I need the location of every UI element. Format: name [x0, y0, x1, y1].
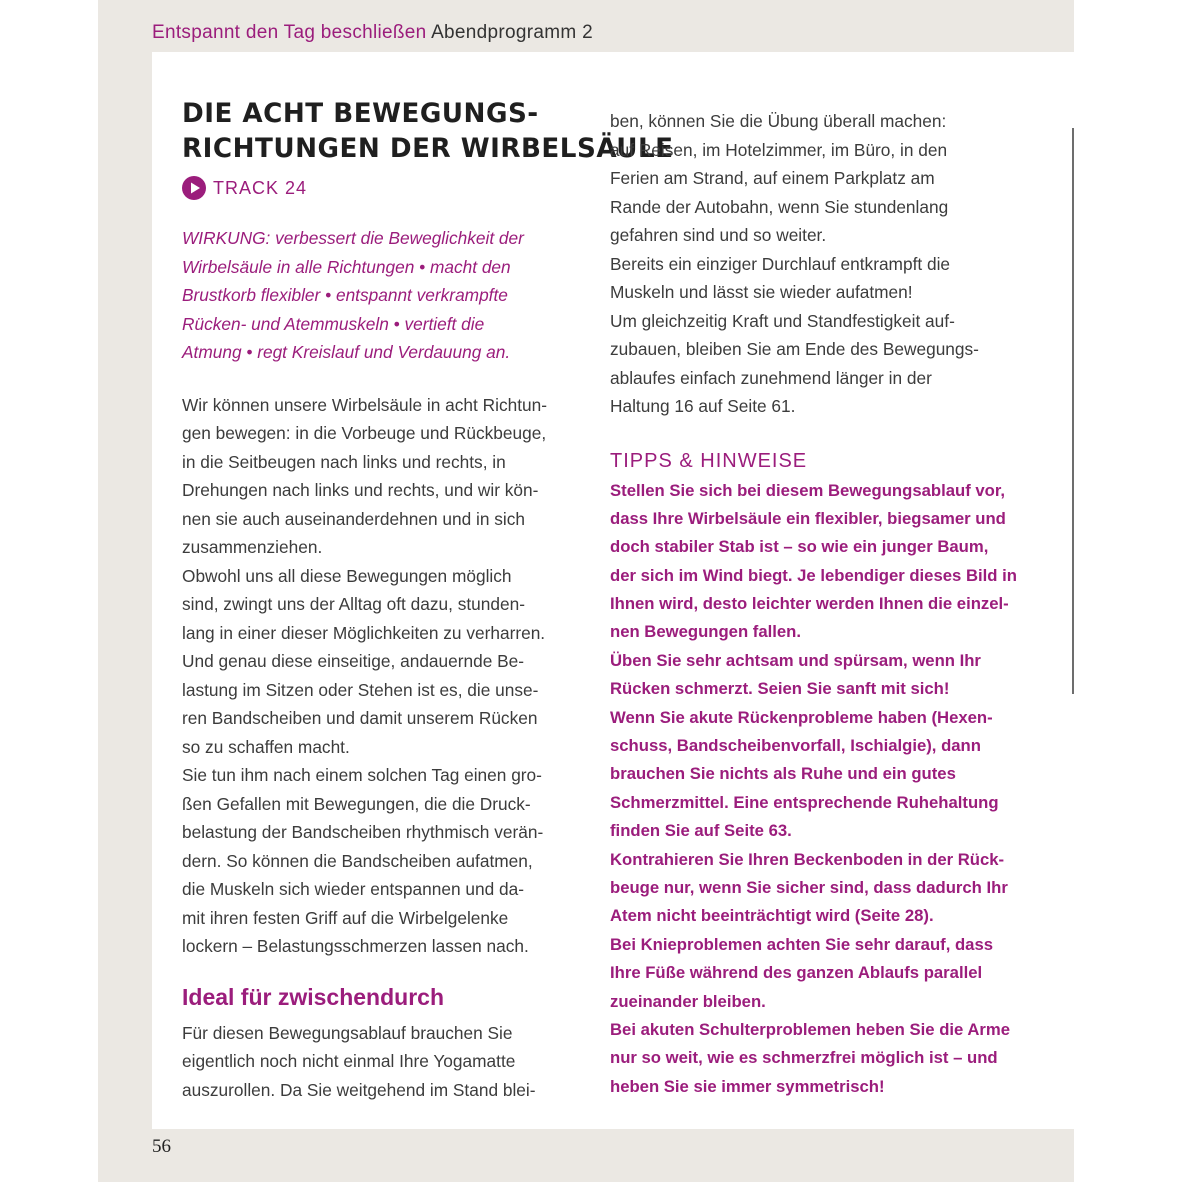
- body-line: ßen Gefallen mit Bewegungen, die die Druck-: [182, 793, 531, 814]
- tipp-line: Üben Sie sehr achtsam und spürsam, wenn Ihr: [610, 650, 981, 670]
- body-line: lockern – Belastungsschmerzen lassen nach.: [182, 936, 529, 956]
- title-line: RICHTUNGEN DER WIRBELSÄULE: [182, 133, 674, 164]
- body-text-left: [182, 391, 562, 961]
- audio-track[interactable]: [182, 174, 562, 202]
- body-line: Und genau diese einseitige, andauernde Be-: [182, 651, 525, 671]
- body-line: lang in einer dieser Möglichkeiten zu verharren.: [182, 622, 546, 643]
- tipp-line: doch stabiler Stab ist – so wie ein junger Baum,: [610, 537, 989, 557]
- subheading: Ideal für zwischendurch: [182, 983, 444, 1010]
- body-line: Drehungen nach links und rechts, und wir kön-: [182, 480, 539, 500]
- body-text-left-2: [182, 1019, 562, 1105]
- margin-rule: [1072, 128, 1074, 694]
- right-column: [610, 107, 1017, 1101]
- tipp-line: dass Ihre Wirbelsäule ein flexibler, biegsamer und: [610, 508, 1006, 528]
- tipp-line: brauchen Sie nichts als Ruhe und ein gutes: [610, 764, 956, 784]
- body-line: gefahren sind und so weiter.: [610, 225, 827, 245]
- body-line: Wir können unsere Wirbelsäule in acht Richtun-: [182, 394, 547, 415]
- title-line: DIE ACHT BEWEGUNGS-: [182, 98, 539, 129]
- body-line: ben, können Sie die Übung überall machen:: [610, 111, 947, 131]
- body-line: auf Reisen, im Hotelzimmer, im Büro, in den: [610, 139, 948, 160]
- body-line: Ferien am Strand, auf einem Parkplatz am: [610, 168, 935, 188]
- effect-paragraph: [182, 224, 562, 367]
- body-line: ablaufes einfach zunehmend länger in der: [610, 367, 932, 388]
- body-line: sind, zwingt uns der Alltag oft dazu, stunden-: [182, 594, 525, 614]
- tipp-line: Ihre Füße während des ganzen Ablaufs parallel: [610, 963, 983, 983]
- tipp-line: Bei Knieproblemen achten Sie sehr darauf, dass: [610, 934, 994, 954]
- body-line: die Muskeln sich wieder entspannen und da-: [182, 879, 524, 899]
- body-line: nen sie auch auseinanderdehnen und in sich: [182, 508, 526, 529]
- body-line: gen bewegen: in die Vorbeuge und Rückbeuge,: [182, 423, 547, 443]
- body-line: Bereits ein einziger Durchlauf entkrampft die: [610, 253, 951, 274]
- body-line: Haltung 16 auf Seite 61.: [610, 396, 796, 416]
- body-line: mit ihren festen Griff auf die Wirbelgelenke: [182, 907, 509, 928]
- tipp-line: Stellen Sie sich bei diesem Bewegungsablauf vor,: [610, 480, 1006, 500]
- play-icon[interactable]: [182, 176, 206, 200]
- effect-line: Atmung • regt Kreislauf und Verdauung an.: [182, 342, 511, 362]
- body-line: ren Bandscheiben und damit unserem Rücken: [182, 708, 538, 728]
- tipp-line: schuss, Bandscheibenvorfall, Ischialgie), dann: [610, 736, 981, 756]
- body-line: in die Seitbeugen nach links und rechts, in: [182, 451, 506, 472]
- body-line: dern. So können die Bandscheiben aufatmen,: [182, 850, 533, 871]
- tipps-heading: TIPPS & HINWEISE: [610, 449, 808, 472]
- body-line: Rande der Autobahn, wenn Sie stundenlang: [610, 196, 949, 217]
- body-line: Um gleichzeitig Kraft und Standfestigkeit auf-: [610, 310, 955, 331]
- body-line: eigentlich noch nicht einmal Ihre Yogamatte: [182, 1051, 516, 1071]
- tipps-list: [610, 477, 1017, 1102]
- tipp-line: Kontrahieren Sie Ihren Beckenboden in der Rück-: [610, 849, 1005, 869]
- tipp-line: heben Sie sie immer symmetrisch!: [610, 1076, 885, 1096]
- body-line: Sie tun ihm nach einem solchen Tag einen gro-: [182, 765, 542, 785]
- body-line: auszurollen. Da Sie weitgehend im Stand blei-: [182, 1079, 536, 1100]
- body-line: belastung der Bandscheiben rhythmisch verän-: [182, 822, 544, 842]
- tipp-line: Rücken schmerzt. Seien Sie sanft mit sich!: [610, 679, 950, 699]
- header-chapter: Abendprogramm 2: [431, 22, 593, 43]
- tipp-line: nur so weit, wie es schmerzfrei möglich ist – und: [610, 1048, 998, 1068]
- body-line: Für diesen Bewegungsablauf brauchen Sie: [182, 1022, 513, 1043]
- tipp-line: der sich im Wind biegt. Je lebendiger dieses Bild in: [610, 565, 1017, 585]
- left-column: [182, 96, 674, 1104]
- page-title: [182, 96, 674, 166]
- body-line: Muskeln und lässt sie wieder aufatmen!: [610, 282, 913, 302]
- effect-line: WIRKUNG: verbessert die Beweglichkeit der: [182, 228, 524, 248]
- body-line: zusammenziehen.: [182, 537, 323, 557]
- tipp-line: zueinander bleiben.: [610, 991, 766, 1011]
- body-line: Obwohl uns all diese Bewegungen möglich: [182, 565, 512, 586]
- tipp-line: Bei akuten Schulterproblemen heben Sie die Arme: [610, 1019, 1010, 1039]
- body-line: so zu schaffen macht.: [182, 736, 350, 757]
- track-label: TRACK 24: [213, 177, 308, 198]
- body-line: lastung im Sitzen oder Stehen ist es, die unse-: [182, 679, 539, 700]
- tipp-line: finden Sie auf Seite 63.: [610, 821, 792, 841]
- header-section: Entspannt den Tag beschließen: [152, 22, 427, 43]
- body-text-right: [610, 107, 990, 421]
- page-number: 56: [152, 1136, 171, 1157]
- effect-line: Wirbelsäule in alle Richtungen • macht den: [182, 256, 511, 277]
- tipp-line: beuge nur, wenn Sie sicher sind, dass dadurch Ihr: [610, 877, 1008, 897]
- effect-line: Rücken- und Atemmuskeln • vertieft die: [182, 313, 485, 334]
- tipp-line: Schmerzmittel. Eine entsprechende Ruhehaltung: [610, 792, 999, 812]
- tipp-line: Atem nicht beeinträchtigt wird (Seite 28).: [610, 906, 934, 926]
- body-line: zubauen, bleiben Sie am Ende des Bewegungs-: [610, 339, 979, 359]
- effect-line: Brustkorb flexibler • entspannt verkrampfte: [182, 285, 508, 305]
- tipp-line: nen Bewegungen fallen.: [610, 622, 802, 642]
- tipp-line: Ihnen wird, desto leichter werden Ihnen die einzel-: [610, 594, 1009, 614]
- running-header: [152, 22, 593, 44]
- tipp-line: Wenn Sie akute Rückenprobleme haben (Hexen-: [610, 707, 993, 727]
